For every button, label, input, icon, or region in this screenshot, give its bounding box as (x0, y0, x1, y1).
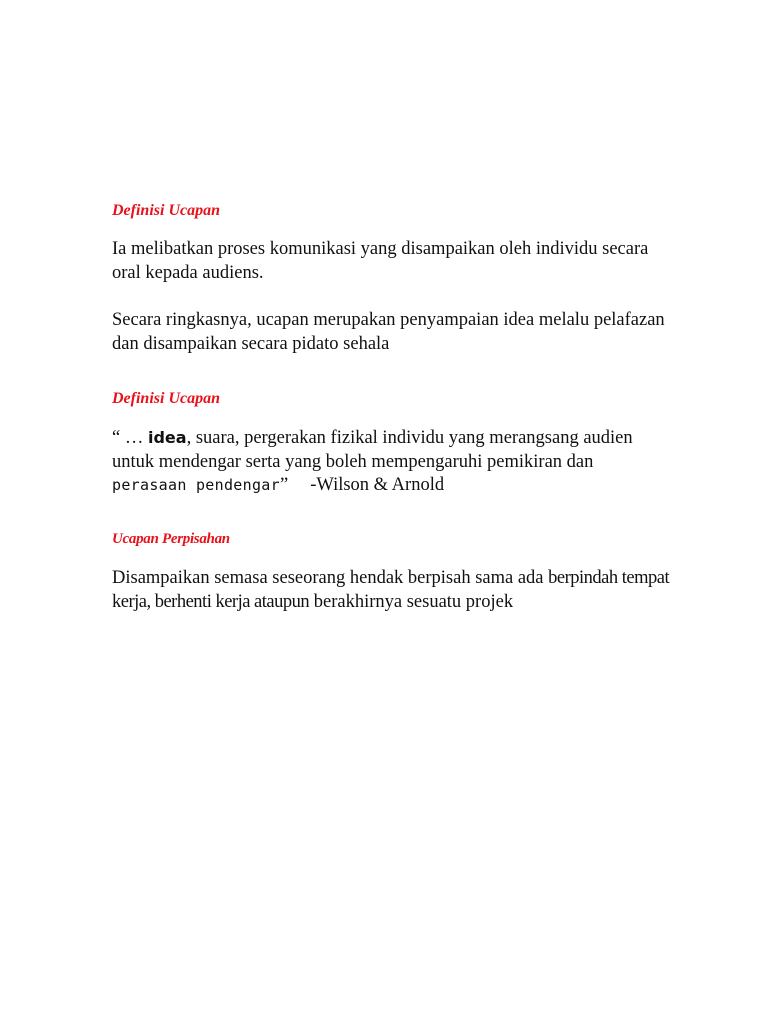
paragraph-summary: Secara ringkasnya, ucapan merupakan penyampaian idea melalu pelafazan dan disampaikan secara pidato sehala (112, 310, 665, 354)
quote-emphasis: perasaan pendengar (112, 476, 280, 494)
heading-definisi-ucapan-2: Definisi Ucapan (112, 390, 220, 407)
heading-definisi-ucapan-1: Definisi Ucapan (112, 202, 220, 219)
heading-ucapan-perpisahan: Ucapan Perpisahan (112, 531, 230, 547)
quote-attribution: -Wilson & Arnold (310, 475, 445, 495)
paragraph-definition-1: Ia melibatkan proses komunikasi yang disampaikan oleh individu secara oral kepada audiens. (112, 239, 649, 283)
quote-open: “ … (112, 428, 148, 448)
quote-middle: , suara, pergerakan fizikal individu yang merangsang audien untuk mendengar serta yang boleh mempengaruhi pemikiran dan (112, 428, 633, 472)
farewell-text-end: berakhirnya sesuatu projek (309, 591, 514, 612)
farewell-text-condensed: berpindah tempat kerja, berhenti kerja ataupun (112, 568, 670, 612)
quote-close: ” (279, 475, 289, 495)
quote-paragraph (112, 426, 672, 498)
farewell-text-start: Disampaikan semasa seseorang hendak berpisah sama ada (112, 568, 549, 588)
paragraph-farewell (112, 567, 672, 614)
quote-keyword: idea (147, 428, 187, 447)
